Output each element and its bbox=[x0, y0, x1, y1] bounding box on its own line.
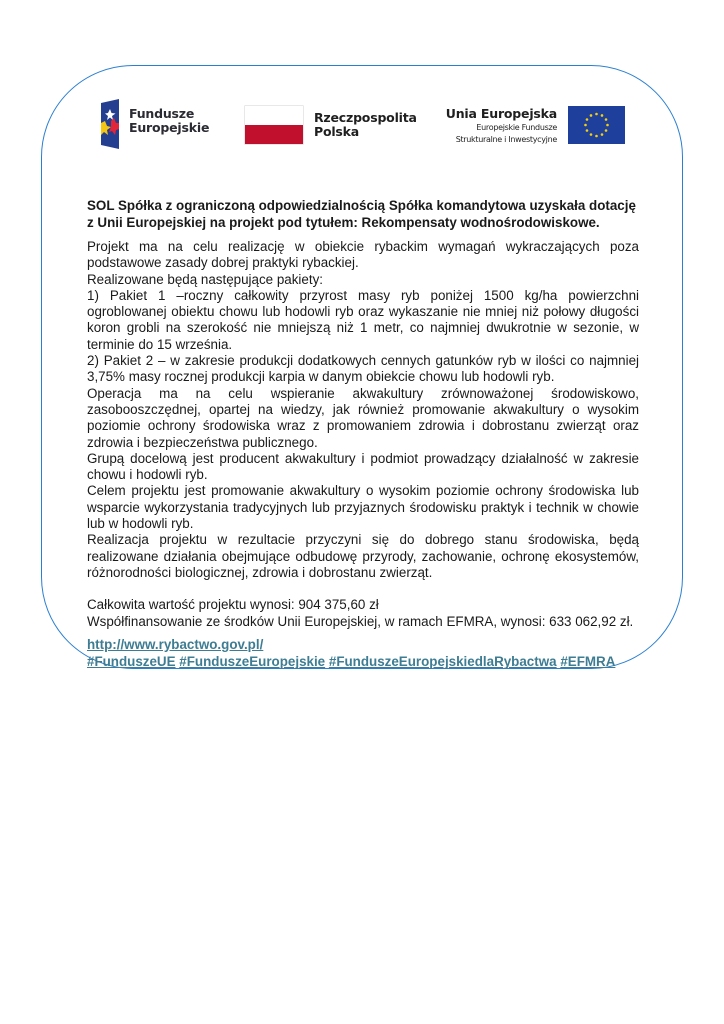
eu-star-icon bbox=[595, 113, 598, 116]
document-content bbox=[87, 197, 639, 670]
eu-star-icon bbox=[590, 133, 593, 136]
eu-star-icon bbox=[601, 114, 604, 117]
total-value: Całkowita wartość projektu wynosi: 904 375,60 zł bbox=[87, 597, 379, 613]
hashtag-link[interactable]: #EFMRA bbox=[560, 653, 616, 669]
eu-star-icon bbox=[586, 118, 589, 121]
logo-title: Unia Europejska bbox=[445, 106, 557, 121]
hashtag-link[interactable]: #FunduszeUE bbox=[87, 653, 176, 669]
eu-star-icon bbox=[595, 135, 598, 138]
logo-subtitle: Strukturalne i Inwestycyjne bbox=[455, 135, 557, 144]
hashtag-link[interactable]: #FunduszeEuropejskie bbox=[179, 653, 326, 669]
rzeczpospolita-logo-text bbox=[314, 111, 417, 139]
paragraph: Realizowane będą następujące pakiety: bbox=[87, 271, 323, 287]
paragraph: Grupą docelową jest producent akwakultury i podmiot prowadzący działalność w zakresie chowu i hodowli ryb. bbox=[87, 450, 639, 483]
website-link[interactable]: http://www.rybactwo.gov.pl/ bbox=[87, 636, 264, 652]
project-totals bbox=[87, 597, 639, 630]
unia-europejska-logo-text bbox=[446, 106, 557, 146]
paragraph: 2) Pakiet 2 – w zakresie produkcji dodatkowych cennych gatunków ryb w ilości co najmniej 3,75% masy rocznej produkcji karpia w danym obiekcie chowu lub hodowli ryb. bbox=[87, 353, 639, 385]
paragraph: Realizacja projektu w rezultacie przyczyni się do dobrego stanu środowiska, będą realizowane działania obejmujące odbudowę przyrody, zachowanie, ochronę ekosystemów, różnorodności biologicznej, zdrowia i dobrostanu zwierząt. bbox=[87, 532, 639, 580]
paragraph: Celem projektu jest promowanie akwakultury o wysokim poziomie ochrony środowiska lub wsparcie wykorzystania tradycyjnych lub przyjaznych środowisku praktyk i technik w chowie lub w hodowli ryb. bbox=[87, 483, 639, 532]
eu-star-icon bbox=[586, 129, 589, 132]
paragraph: Projekt ma na celu realizację w obiekcie rybackim wymagań wykraczających poza podstawowe zasady dobrej praktyki rybackiej. bbox=[87, 239, 639, 271]
announcement-heading: SOL Spółka z ograniczoną odpowiedzialnością Spółka komandytowa uzyskała dotację z Unii Europejskiej na projekt pod tytułem: Rekompensaty wodnośrodowiskowe. bbox=[87, 198, 636, 230]
eu-star-icon bbox=[606, 124, 609, 127]
logo-line: Fundusze bbox=[129, 106, 195, 121]
paragraph: Operacja ma na celu wspieranie akwakultury zrównoważonej środowiskowo, zasobooszczędnej, opartej na wiedzy, jak również promowanie akwakultury o wysokim poziomie ochrony środowiska wraz z promowaniem zdrowia i dobrostanu zwierząt oraz zdrowia i bezpieczeństwa publicznego. bbox=[87, 385, 639, 450]
cofinancing-value: Współfinansowanie ze środków Unii Europejskiej, w ramach EFMRA, wynosi: 633 062,92 zł. bbox=[87, 613, 634, 629]
hashtag-link[interactable]: #FunduszeEuropejskiedlaRybactwa bbox=[328, 653, 557, 669]
eu-flag-icon bbox=[568, 106, 625, 144]
logo-line: Europejskie bbox=[129, 120, 210, 135]
logo-line: Rzeczpospolita bbox=[314, 110, 417, 125]
logo-line: Polska bbox=[314, 124, 360, 139]
eu-star-icon bbox=[590, 114, 593, 117]
logo-subtitle: Europejskie Fundusze bbox=[476, 123, 557, 132]
fundusze-europejskie-icon bbox=[99, 99, 121, 149]
eu-star-icon bbox=[605, 129, 608, 132]
eu-star-icon bbox=[605, 118, 608, 121]
eu-star-icon bbox=[601, 133, 604, 136]
polish-flag-icon bbox=[245, 106, 303, 144]
fundusze-europejskie-logo-text bbox=[129, 107, 209, 135]
paragraph: 1) Pakiet 1 –roczny całkowity przyrost masy ryb poniżej 1500 kg/ha powierzchni ogroblowanej obiektu chowu lub hodowli ryb oraz wykaszanie nie mniej niż połowy długości koron grobli na szerokość nie mniejszą niż 1 metr, co najmniej dwukrotnie w sezonie, w terminie do 15 września. bbox=[87, 287, 639, 352]
links-section bbox=[87, 636, 639, 670]
eu-star-icon bbox=[584, 124, 587, 127]
